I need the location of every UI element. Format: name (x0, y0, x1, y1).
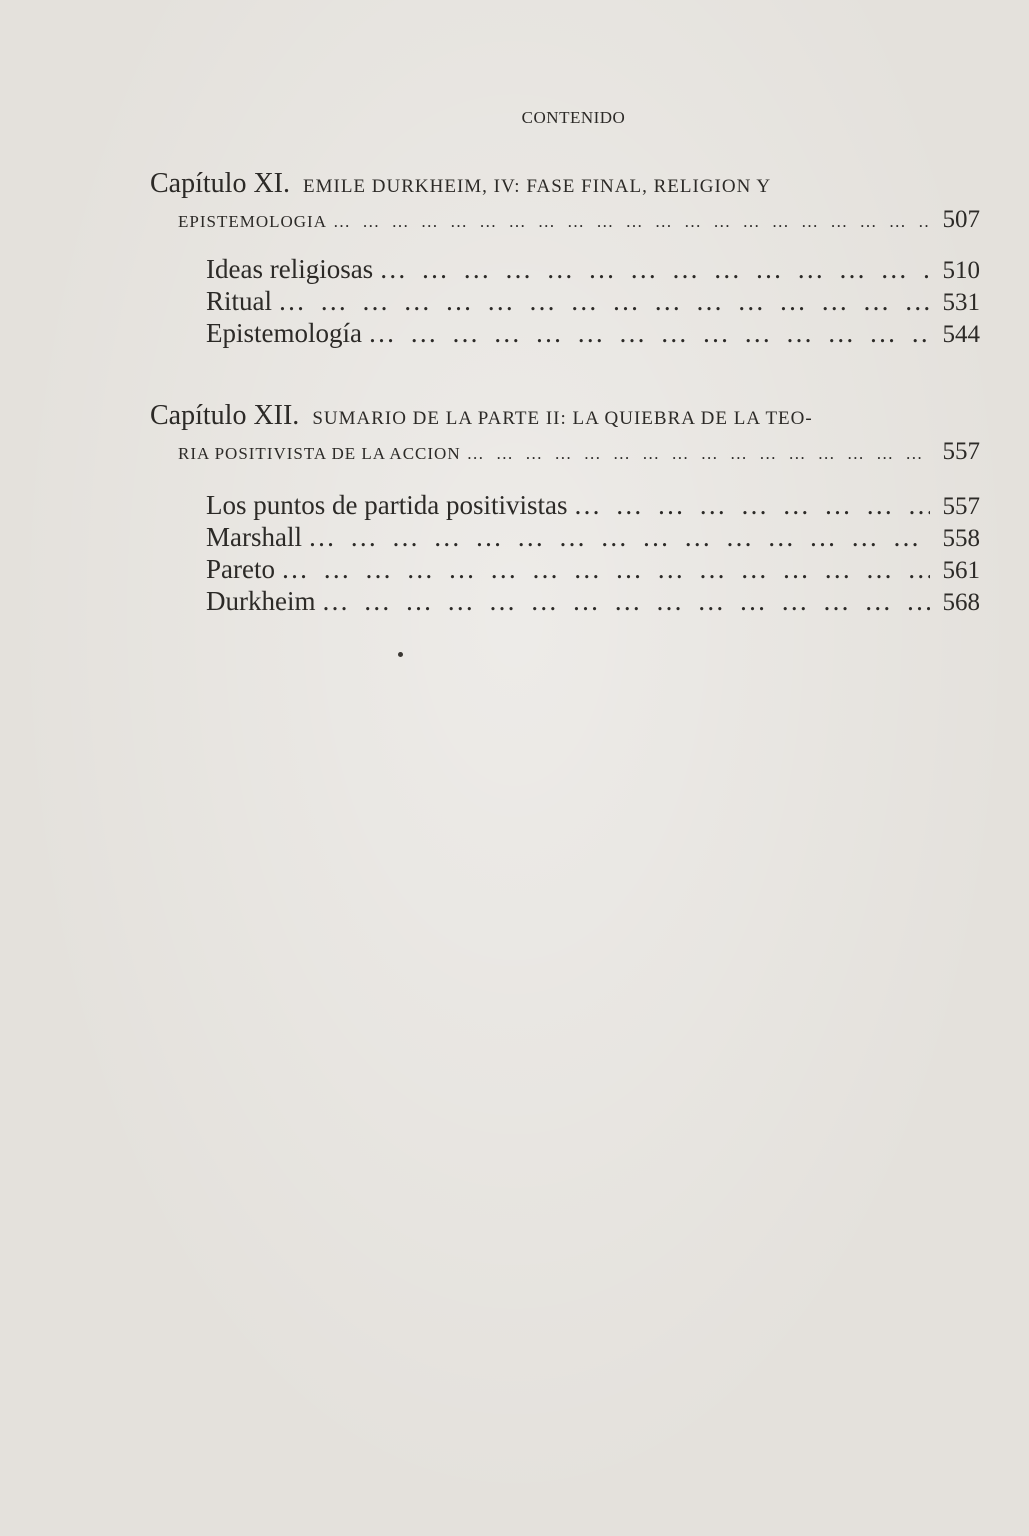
chapter-heading-end: EPISTEMOLOGIA (178, 212, 327, 231)
dot-leader (281, 554, 930, 584)
entry-label: Los puntos de partida positivistas (206, 490, 568, 520)
toc-entry[interactable] (206, 522, 980, 554)
entry-label: Marshall (206, 522, 302, 552)
chapter-number: Capítulo XI. (150, 168, 290, 199)
chapter-title-line (150, 400, 980, 435)
dot-leader (467, 437, 930, 471)
chapter-xi-entries (206, 254, 980, 350)
dot-leader (308, 522, 930, 552)
toc-entry[interactable] (206, 318, 980, 350)
dot-leader (368, 318, 930, 348)
dot-leader (321, 586, 930, 616)
entry-page-number: 544 (942, 321, 980, 348)
entry-label: Epistemología (206, 318, 362, 348)
dot-leader (333, 205, 930, 239)
chapter-title-line (150, 168, 980, 203)
entry-page-number: 568 (942, 589, 980, 616)
chapter-page-number: 557 (942, 438, 980, 465)
entry-label: Durkheim (206, 586, 316, 616)
toc-entry[interactable] (206, 490, 980, 522)
entry-page-number: 531 (942, 289, 980, 316)
entry-label: Ritual (206, 286, 272, 316)
entry-page-number: 557 (942, 493, 980, 520)
chapter-heading-continuation (178, 203, 980, 239)
chapter-xi (150, 168, 980, 239)
toc-entry[interactable] (206, 586, 980, 618)
chapter-heading: EMILE DURKHEIM, IV: FASE FINAL, RELIGION Y (303, 176, 772, 197)
chapter-heading-end: RIA POSITIVISTA DE LA ACCION (178, 444, 461, 463)
chapter-heading-continuation (178, 435, 980, 471)
toc-entry[interactable] (206, 254, 980, 286)
dot-leader (573, 490, 930, 520)
entry-label: Pareto (206, 554, 275, 584)
entry-label: Ideas religiosas (206, 254, 374, 284)
entry-page-number: 510 (942, 257, 980, 284)
entry-page-number: 558 (942, 525, 980, 552)
toc-entry[interactable] (206, 286, 980, 318)
chapter-xii (150, 400, 980, 471)
ink-speck (398, 652, 403, 657)
toc-entry[interactable] (206, 554, 980, 586)
chapter-xii-entries (206, 490, 980, 618)
entry-page-number: 561 (942, 557, 980, 584)
chapter-number: Capítulo XII. (150, 400, 300, 431)
page-header: CONTENIDO (521, 108, 626, 127)
chapter-page-number: 507 (942, 206, 980, 233)
chapter-heading: SUMARIO DE LA PARTE II: LA QUIEBRA DE LA TEO- (312, 408, 813, 429)
dot-leader (379, 254, 930, 284)
dot-leader (278, 286, 930, 316)
